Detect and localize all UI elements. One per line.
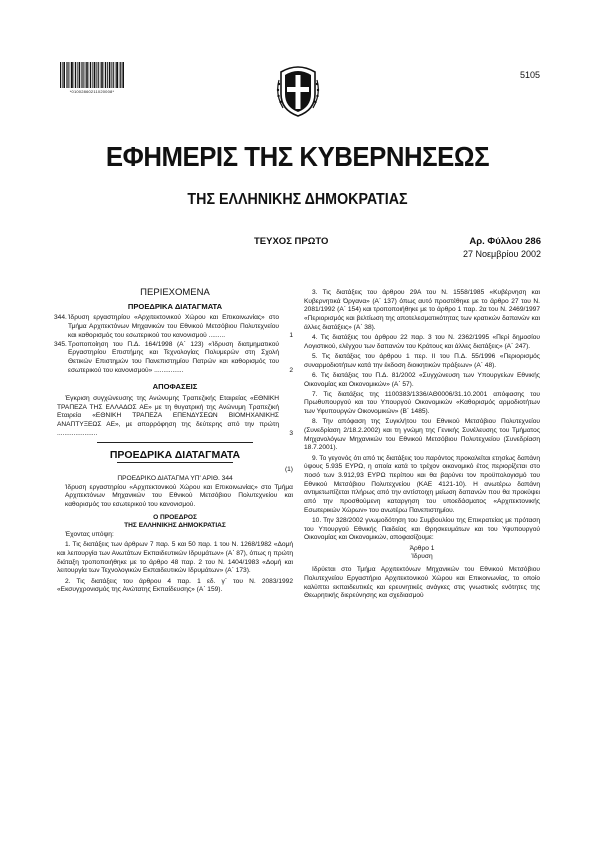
divider [117, 462, 233, 463]
gazette-title: ΕΦΗΜΕΡΙΣ ΤΗΣ ΚΥΒΕΡΝΗΣΕΩΣ [105, 141, 490, 172]
article-title: Ίδρυση [411, 553, 433, 561]
issue-label: ΤΕΥΧΟΣ ΠΡΩΤΟ [254, 236, 329, 247]
sheet-number: Αρ. Φύλλου 286 [469, 236, 541, 247]
president-heading-2: ΤΗΣ ΕΛΛΗΝΙΚΗΣ ΔΗΜΟΚΡΑΤΙΑΣ [124, 522, 226, 530]
gazette-subtitle: ΤΗΣ ΕΛΛΗΝΙΚΗΣ ΔΗΜΟΚΡΑΤΙΑΣ [187, 191, 408, 208]
paragraph: 9. Το γεγονός ότι από τις διατάξεις του παρόντος προκαλείται ετησίως δαπάνη ύψους 5.935 ΕΥΡΩ, η οποία κατά το τρέχον οικονομικό έτος περιορίζεται στο ποσό των 3.912,93 ΕΥΡΩ περίπου και θα βαρύνει τον προϋπολογισμό του Εθνικού Μετσόβιου Πολυτεχνείου (ΚΑΕ 4121-10). Η ανωτέρω δαπάνη αντιμετωπίζεται πλήρως από την αντίστοιχη μείωση δαπανών που θα προκύψει από την προσθούμενη καταργηση του υποεδάσματος «Αρχιτεκτονικής Εσωτερικών Χώρων» του ανωτέρω Πανεπιστημίου. [304, 454, 540, 514]
paragraph: 10. Την 328/2002 γνωμοδότηση του Συμβουλίου της Επικρατείας με πρόταση του Υπουργού Εθνικής Παιδείας και Θρησκευμάτων και του Υφυπουργού Οικονομίας και Οικονομικών, αποφασίζουμε: [304, 517, 540, 542]
reference-number: (1) [284, 466, 293, 474]
contents-item-number: 345. [54, 340, 67, 348]
right-column [304, 289, 540, 602]
issue-date: 27 Νοεμβρίου 2002 [463, 249, 541, 259]
paragraph: 6. Τις διατάξεις του Π.Δ. 81/2002 «Συγχώνευση των Υπουργείων Εθνικής Οικονομίας και Οικονομικών» (Α΄ 57). [304, 371, 540, 388]
decree-title: ΠΡΟΕΔΡΙΚΟ ΔΙΑΤΑΓΜΑ ΥΠ' ΑΡΙΘ. 344 [117, 474, 233, 482]
paragraph: 7. Τις διατάξεις της 1100383/1336/ΑΘ0006/31.10.2001 απόφασης του Πρωθυπουργού και του Υπουργού Οικονομικών «Καθορισμός αρμοδιοτήτων των Υφυπουργών Οικονομικών» (Β΄ 1485). [304, 390, 540, 416]
contents-heading: ΠΕΡΙΕΧΟΜΕΝΑ [140, 287, 210, 298]
paragraph: 4. Τις διατάξεις του άρθρου 22 παρ. 3 του Ν. 2362/1995 «Περί δημοσίου Λογιστικού, ελέγχου των δαπανών του Κράτους και άλλες διατάξεις» (Α΄ 247). [304, 334, 540, 350]
divider [97, 442, 253, 443]
paragraph: 8. Την απόφαση της Συγκλήτου του Εθνικού Μετσόβιου Πολυτεχνείου (Συνεδρίαση 2/18.2.2002) και τη γνώμη της Γενικής Συνέλευσης του Τμήματος Μηχανολόγων Μηχανικών του Εθνικού Μετσόβιου Πολυτεχνείου (Συνεδρίαση 18.7.2001). [304, 418, 540, 452]
contents-item-number: 344. [54, 314, 67, 322]
section-heading: ΠΡΟΕΔΡΙΚΑ ΔΙΑΤΑΓΜΑΤΑ [109, 448, 241, 461]
contents-item-text: Τροποποίηση του Π.Δ. 164/1998 (Α΄ 123) «Ίδρυση διατμηματικού Εργαστηρίου Επιστήμης και Τεχνολογίας Πολυμερών στη Σχολή Θετικών Επιστημών του Πανεπιστημίου Πατρών και καθορισμός του εσωτερικού του κανονισμού» ................ [68, 340, 279, 374]
contents-item [54, 314, 293, 340]
paragraph: 2. Τις διατάξεις του άρθρου 4 παρ. 1 εδ. γ΄ του Ν. 2083/1992 «Εκσυγχρονισμός της Ανώτατης Εκπαίδευσης» (Α΄ 159). [57, 577, 293, 594]
contents-decision [57, 395, 293, 439]
paragraph: 1. Τις διατάξεις των άρθρων 7 παρ. 5 και 50 παρ. 1 του Ν. 1268/1982 «Δομή και λειτουργία των Ανωτάτων Εκπαιδευτικών Ιδρυμάτων» (Α΄ 87), όπως η πρώτη διάταξη τροποποιήθηκε με το άρθρο 48 παρ. 2 του Ν. 1404/1983 «Δομή και λειτουργία των Τεχνολογικών Εκπαιδευτικών Ιδρυμάτων» (Α΄ 173). [57, 541, 293, 575]
paragraph: 5. Τις διατάξεις του άρθρου 1 περ. ΙΙ του Π.Δ. 55/1996 «Περιορισμός συναρμοδιοτήτων κατά την έκδοση διοικητικών πράξεων» (Α΄ 48). [304, 352, 540, 369]
barcode-number: *01002860211020008* [69, 89, 115, 94]
contents-decision-text: Έγκριση συγχώνευσης της Ανώνυμης Τραπεζικής Εταιρείας «ΕΘΝΙΚΗ ΤΡΑΠΕΖΑ ΤΗΣ ΕΛΛΑΔΟΣ ΑΕ» με τη θυγατρική της Ανώνυμη Τραπεζική Εταιρεία «ΕΘΝΙΚΗ ΤΡΑΠΕΖΑ ΕΠΕΝΔΥΣΕΩΝ ΒΙΟΜΗΧΑΝΙΚΗΣ ΑΝΑΠΤΥΞΕΩΣ ΑΕ», με απορρόφηση της δεύτερης από την πρώτη ...................... [57, 395, 279, 437]
article-number: Άρθρο 1 [409, 544, 435, 552]
considering: Έχοντας υπόψη: [65, 531, 114, 539]
president-heading: Ο ΠΡΟΕΔΡΟΣ [153, 513, 197, 521]
contents-section-decisions: ΑΠΟΦΑΣΕΙΣ [152, 382, 198, 392]
contents-decision-page: 3 [289, 429, 293, 437]
contents-section-decrees: ΠΡΟΕΔΡΙΚΑ ΔΙΑΤΑΓΜΑΤΑ [127, 301, 223, 311]
barcode [60, 62, 124, 88]
decree-subject: Ίδρυση εργαστηρίου «Αρχιτεκτονικού Χώρου και Επικοινωνίας» στο Τμήμα Αρχιτεκτόνων Μηχανικών του Εθνικού Μετσόβιου Πολυτεχνείου και καθορισμός του εσωτερικού του κανονισμού. [65, 483, 293, 509]
paragraph: Ιδρύεται στο Τμήμα Αρχιτεκτόνων Μηχανικών του Εθνικού Μετσόβιου Πολυτεχνείου Εργαστήριο Αρχιτεκτονικού Χώρου και Επικοινωνίας, το οποίο καλύπτει εκπαιδευτικές και ερευνητικές ανάγκες στις γνωστικές ενότητες της Θεωρητικής διερεύνησης και σχεδιασμού [304, 566, 540, 600]
left-column [54, 287, 293, 597]
contents-item-page: 1 [289, 331, 293, 339]
page-number: 5105 [519, 70, 540, 80]
contents-item [54, 340, 293, 376]
greek-coat-of-arms-emblem [275, 64, 321, 118]
paragraph: 3. Τις διατάξεις του άρθρου 29Α του Ν. 1558/1985 «Κυβέρνηση και Κυβερνητικά Όργανα» (Α΄ 137) όπως αυτό προστέθηκε με το άρθρο 27 του Ν. 2081/1992 (Α΄ 154) και τροποποιήθηκε με το άρθρο 1 παρ. 2α του Ν. 2469/1997 «Περιορισμός και βελτίωση της αποτελεσματικότητας των κρατικών δαπανών και άλλες διατάξεις» (Α΄ 38). [304, 289, 540, 331]
contents-item-page: 2 [289, 366, 293, 374]
contents-item-text: Ίδρυση εργαστηρίου «Αρχιτεκτονικού Χώρου και Επικοινωνίας» στο Τμήμα Αρχιτεκτόνων Μηχανικών του Εθνικού Μετσόβιου Πολυτεχνείου και καθορισμός του εσωτερικού του κανονισμού ......... [68, 314, 279, 339]
